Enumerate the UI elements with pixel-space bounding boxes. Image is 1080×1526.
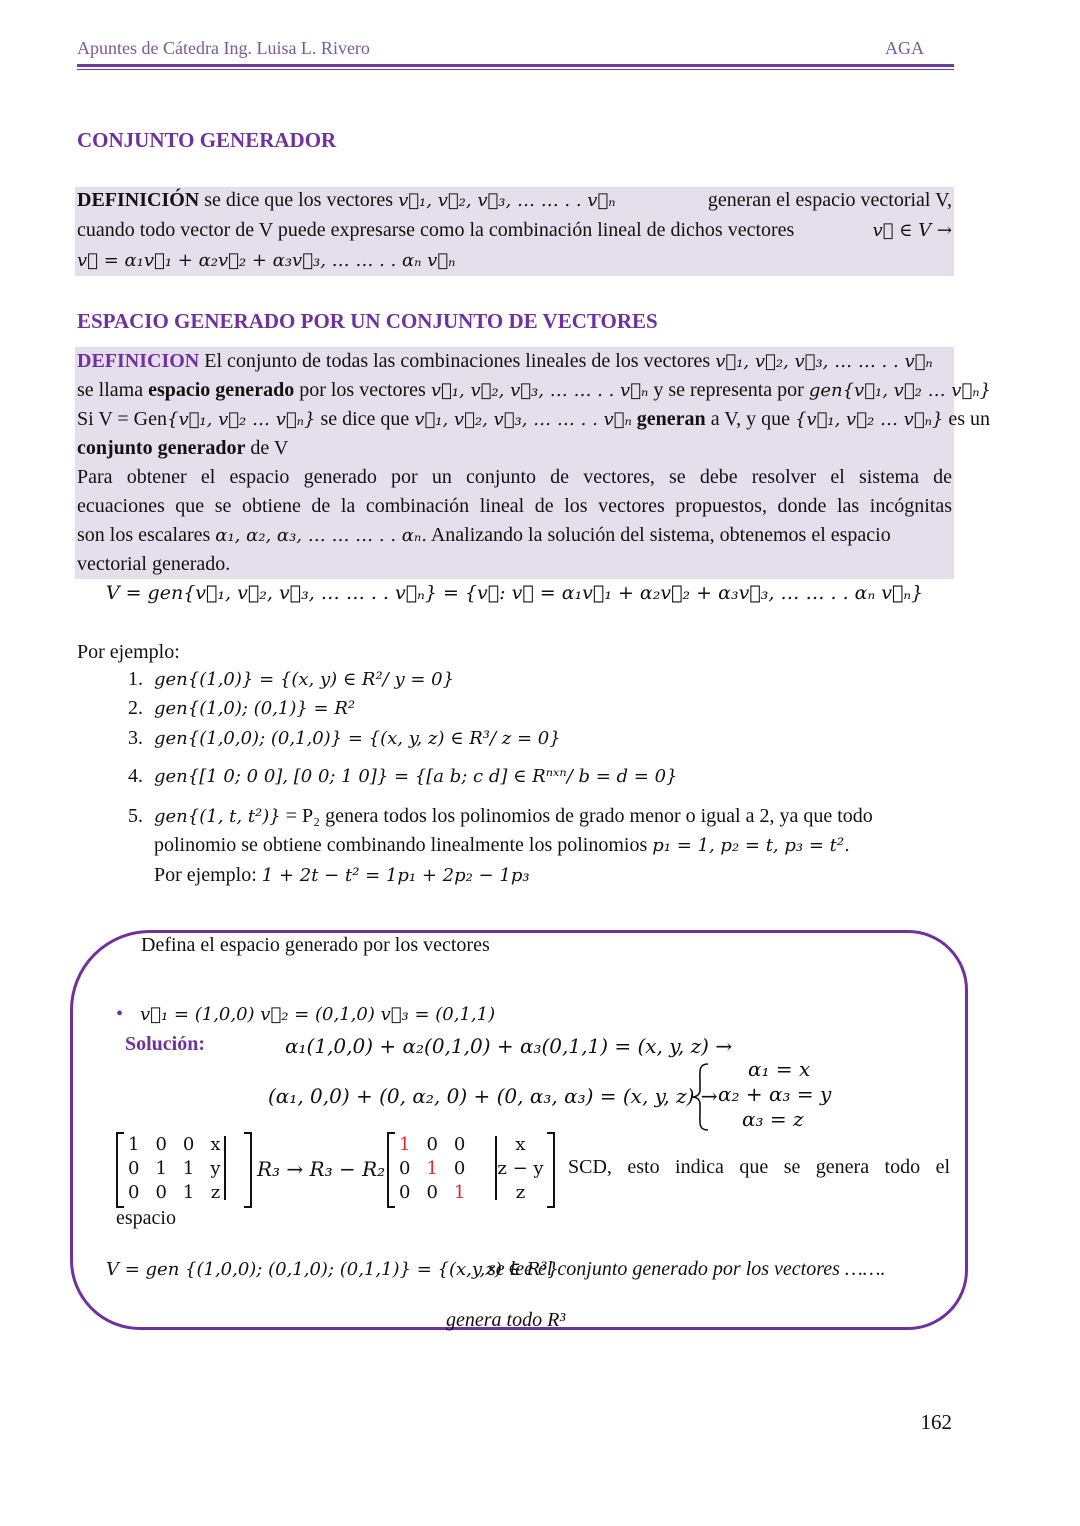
system-brace-icon xyxy=(690,1062,712,1132)
system-eq-2: α₂ + α₃ = y xyxy=(718,1082,832,1106)
header-rule-thin xyxy=(77,69,954,70)
exercise-vectors-line xyxy=(116,1003,495,1026)
section-title-conjunto-generador: CONJUNTO GENERADOR xyxy=(77,128,337,152)
section-title-espacio-generado: ESPACIO GENERADO POR UN CONJUNTO DE VECTORES xyxy=(77,309,658,333)
def2-line8: vectorial generado. xyxy=(77,553,231,575)
example-2: 2. gen{(1,0); (0,1)} = R² xyxy=(128,697,356,719)
system-eq-3: α₃ = z xyxy=(742,1107,804,1131)
solution-eq2: (α₁, 0,0) + (0, α₂, 0) + (0, α₃, α₃) = (x, y, z) → xyxy=(268,1084,718,1108)
exercise-vectors: v⃗₁ = (1,0,0) v⃗₂ = (0,1,0) v⃗₃ = (0,1,1) xyxy=(140,1004,496,1025)
final-formula: V = gen {(1,0,0); (0,1,0); (0,1,1)} = {(x,y,z) ∈ R³} xyxy=(106,1259,559,1280)
page-number: 162 xyxy=(920,1410,952,1434)
def2-line6: ecuaciones que se obtiene de la combinación lineal de los vectores propuestos, donde las incógnitas xyxy=(77,495,952,517)
augmented-matrix-1: 1 0 0 x 0 1 1 y 0 0 1 z xyxy=(116,1132,252,1204)
espacio-text: espacio xyxy=(116,1207,176,1229)
header-left: Apuntes de Cátedra Ing. Luisa L. Rivero xyxy=(77,38,370,58)
def1-line2: cuando todo vector de V puede expresarse como la combinación lineal de dichos vectores v⃗ ∈ V → xyxy=(77,219,952,241)
header-rule xyxy=(77,64,954,67)
def2-line2: se llama espacio generado por los vectores v⃗₁, v⃗₂, v⃗₃, … … . . v⃗ₙ y se representa por gen{v⃗₁, v⃗₂ … v⃗ₙ} xyxy=(77,379,992,401)
span-formula: V = gen{v⃗₁, v⃗₂, v⃗₃, … … . . v⃗ₙ} = {v⃗: v⃗ = α₁v⃗₁ + α₂v⃗₂ + α₃v⃗₃, … … . . αₙ v⃗ₙ} xyxy=(105,582,924,604)
page-header xyxy=(77,38,954,62)
def1-line3: v⃗ = α₁v⃗₁ + α₂v⃗₂ + α₃v⃗₃, … … . . αₙ v⃗ₙ xyxy=(77,250,456,271)
def1-label: DEFINICIÓN xyxy=(77,189,200,211)
examples-intro: Por ejemplo: xyxy=(77,641,180,663)
example-4: 4. gen{[1 0; 0 0], [0 0; 1 0]} = {[a b; c d] ∈ Rⁿˣⁿ/ b = d = 0} xyxy=(128,765,678,787)
def2-line3: Si V = Gen{v⃗₁, v⃗₂ … v⃗ₙ} se dice que v⃗₁, v⃗₂, v⃗₃, … … . . v⃗ₙ generan a V, y que {v⃗₁, v⃗₂ … v⃗ₙ} es un xyxy=(77,408,991,430)
solution-label: Solución: xyxy=(125,1033,206,1055)
header-right: AGA xyxy=(885,38,924,58)
final-note: se lee el conjunto generado por los vectores ……. xyxy=(488,1258,886,1280)
scd-text: SCD, esto indica que se genera todo el xyxy=(568,1156,950,1178)
example-5-line2: polinomio se obtiene combinando linealmente los polinomios p₁ = 1, p₂ = t, p₃ = t². xyxy=(154,834,850,856)
def2-line7: son los escalares α₁, α₂, α₃, … … … . . αₙ. Analizando la solución del sistema, obtenemos el espacio xyxy=(77,524,891,546)
solution-eq1: α₁(1,0,0) + α₂(0,1,0) + α₃(0,1,1) = (x, y, z) → xyxy=(285,1034,733,1058)
final-line: genera todo R³ xyxy=(446,1309,566,1331)
example-1: 1. gen{(1,0)} = {(x, y) ∈ R²/ y = 0} xyxy=(128,668,455,690)
def1-line1: DEFINICIÓN se dice que los vectores v⃗₁, v⃗₂, v⃗₃, … … . . v⃗ₙ generan el espacio vectorial V, xyxy=(77,189,952,211)
exercise-prompt: Defina el espacio generado por los vectores xyxy=(141,934,490,956)
example-5: 5. gen{(1, t, t²)} = P₂ genera todos los polinomios de grado menor o igual a 2, ya que todo xyxy=(128,805,873,827)
def2-line5: Para obtener el espacio generado por un conjunto de vectores, se debe resolver el sistema de xyxy=(77,466,952,488)
def2-label: DEFINICION xyxy=(77,350,200,372)
row-operation: R₃ → R₃ − R₂ xyxy=(257,1157,386,1181)
augmented-matrix-2: 1 0 0 x 0 1 0 z − y 0 0 1 z xyxy=(387,1132,555,1204)
def2-line4: conjunto generador de V xyxy=(77,437,289,459)
example-3: 3. gen{(1,0,0); (0,1,0)} = {(x, y, z) ∈ R³/ z = 0} xyxy=(128,727,561,749)
example-5-line3: Por ejemplo: 1 + 2t − t² = 1p₁ + 2p₂ − 1p₃ xyxy=(154,864,530,886)
bullet-icon: • xyxy=(116,1003,124,1025)
def2-line1: DEFINICION El conjunto de todas las combinaciones lineales de los vectores v⃗₁, v⃗₂, v⃗₃, … … . . v⃗ₙ xyxy=(77,350,933,372)
system-eq-1: α₁ = x xyxy=(748,1057,811,1081)
